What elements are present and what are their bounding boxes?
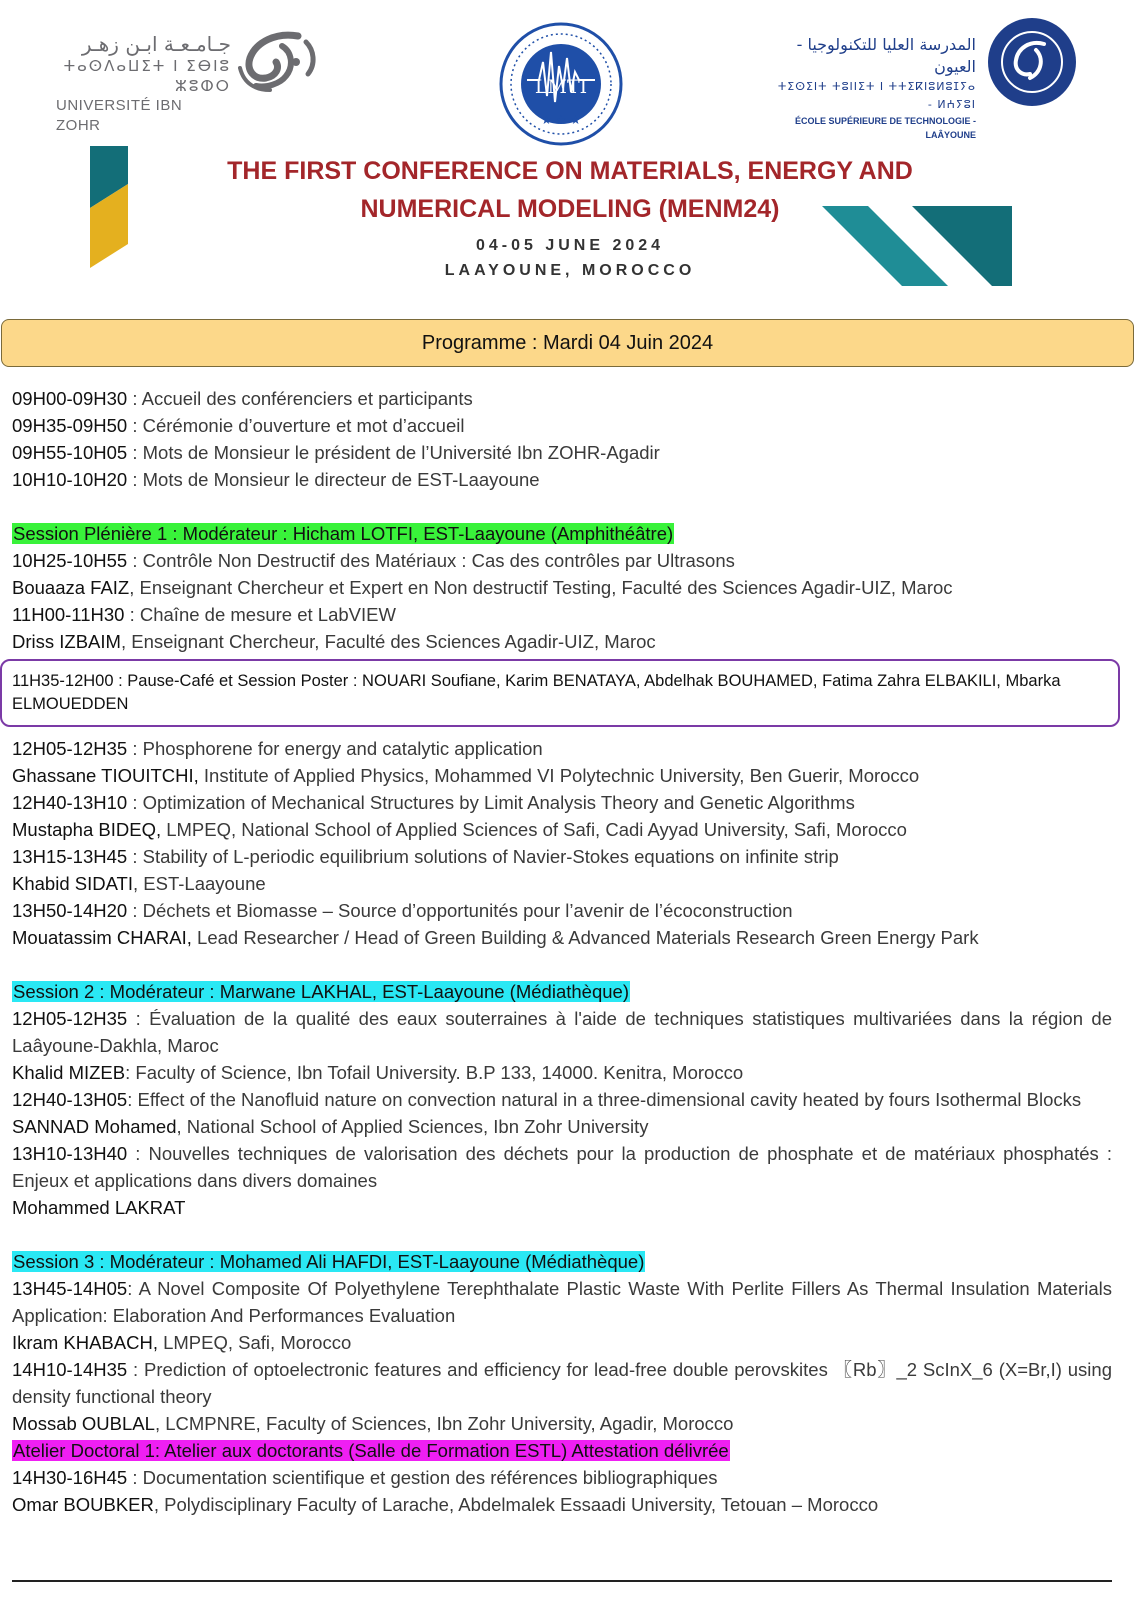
- uiz-wordmark: [56, 32, 231, 136]
- svg-text:★ ★ ★: ★ ★ ★: [541, 113, 581, 127]
- talk-title: : Déchets et Biomasse – Source d’opportunités pour l’avenir de l’écoconstruction: [127, 900, 793, 921]
- time-slot: 12H40-13H10: [12, 792, 128, 813]
- time-slot: 09H35-09H50: [12, 415, 128, 436]
- talk-row: [12, 1356, 1112, 1410]
- conference-place: LAAYOUNE, MOROCCO: [444, 262, 696, 279]
- speaker-affiliation: Institute of Applied Physics, Mohammed VI Polytechnic University, Ben Guerir, Morocco: [198, 765, 920, 786]
- session-heading-text: Session 3 : Modérateur : Mohamed Ali HAFDI, EST-Laayoune (Médiathèque): [13, 1251, 645, 1272]
- programme-content: [12, 385, 1112, 1518]
- session-3-heading: [12, 1248, 1112, 1275]
- time-slot: 12H05-12H35: [12, 1008, 128, 1029]
- talk-row: [12, 735, 1112, 762]
- bottom-divider: [12, 1580, 1112, 1582]
- talk-title: : Évaluation de la qualité des eaux souterraines à l'aide de techniques statistiques multivariées dans la région de Laâyoune-Dakhla, Maroc: [12, 1008, 1112, 1056]
- conference-date: 04-05 JUNE 2024: [475, 237, 665, 254]
- uiz-french-name: UNIVERSITÉ IBN ZOHR: [56, 97, 183, 134]
- conference-title-line-2: NUMERICAL MODELING (MENM24): [360, 195, 780, 223]
- talk-title: : Phosphorene for energy and catalytic application: [127, 738, 543, 759]
- talk-title: : Contrôle Non Destructif des Matériaux : Cas des contrôles par Ultrasons: [127, 550, 735, 571]
- speaker-affiliation: , Enseignant Chercheur, Faculté des Sciences Agadir-UIZ, Maroc: [120, 631, 656, 652]
- talk-row: [12, 843, 1112, 870]
- time-slot: 13H10-13H40: [12, 1143, 128, 1164]
- est-arabic-name: المدرسة العليا للتكنولوجيا - العيون: [796, 35, 976, 76]
- speaker-affiliation: : Faculty of Science, Ibn Tofail University. B.P 133, 14000. Kenitra, Morocco: [125, 1062, 744, 1083]
- session-heading-text: Session Plénière 1 : Modérateur : Hicham LOTFI, EST-Laayoune (Amphithéâtre): [13, 523, 674, 544]
- schedule-text: : Mots de Monsieur le directeur de EST-Laayoune: [127, 469, 540, 490]
- uiz-arabic-name: جـامـعـة ابـن زهـر: [81, 32, 231, 56]
- schedule-text: : Cérémonie d’ouverture et mot d’accueil: [127, 415, 465, 436]
- right-accent-shape: [822, 206, 1032, 286]
- speaker-row: [12, 1059, 1112, 1086]
- session-heading-text: Atelier Doctoral 1: Atelier aux doctorants (Salle de Formation ESTL) Attestation délivrée: [13, 1440, 729, 1461]
- speaker-name: Ikram KHABACH,: [12, 1332, 158, 1353]
- schedule-row: [12, 439, 1112, 466]
- speaker-row: [12, 924, 1112, 951]
- speaker-name: Driss IZBAIM: [12, 631, 121, 652]
- est-tifinagh-name: ⵜⵉⵙⵉⵏⵜ ⵜⵓⵏⵏⵉⵜ ⵏ ⵜⵜⵉⴽⵏⵓⵍⵓⵊⵢⴰ - ⵍⵄⵢⵓⵏ: [777, 80, 976, 111]
- session-2-heading: [12, 978, 1112, 1005]
- schedule-text: : Mots de Monsieur le président de l’Université Ibn ZOHR-Agadir: [127, 442, 660, 463]
- speaker-affiliation: , National School of Applied Sciences, Ibn Zohr University: [176, 1116, 649, 1137]
- talk-title: : Documentation scientifique et gestion des références bibliographiques: [127, 1467, 718, 1488]
- talk-row: [12, 1005, 1112, 1059]
- speaker-row: [12, 870, 1112, 897]
- time-slot: 13H50-14H20: [12, 900, 128, 921]
- left-accent-shape: [90, 146, 128, 268]
- talk-title: : Effect of the Nanofluid nature on convection natural in a three-dimensional cavity heated by fours Isothermal Blocks: [127, 1089, 1082, 1110]
- talk-title: : Optimization of Mechanical Structures by Limit Analysis Theory and Genetic Algorithms: [127, 792, 855, 813]
- speaker-name: Ghassane TIOUITCHI,: [12, 765, 199, 786]
- plenary-session-heading: [12, 520, 1112, 547]
- time-slot: 14H30-16H45: [12, 1467, 128, 1488]
- talk-row: [12, 1086, 1112, 1113]
- speaker-affiliation: LMPEQ, National School of Applied Sciences of Safi, Cadi Ayyad University, Safi, Morocco: [161, 819, 907, 840]
- speaker-row: [12, 1194, 1112, 1221]
- talk-title: : Chaîne de mesure et LabVIEW: [124, 604, 396, 625]
- speaker-affiliation: Lead Researcher / Head of Green Building & Advanced Materials Research Green Energy Park: [191, 927, 979, 948]
- est-french-name: ÉCOLE SUPÉRIEURE DE TECHNOLOGIE - LAÂYOUNE: [794, 116, 976, 140]
- speaker-row: [12, 1491, 1112, 1518]
- time-slot: 14H10-14H35: [12, 1359, 128, 1380]
- uiz-logo-icon: [236, 28, 322, 94]
- speaker-affiliation: , EST-Laayoune: [133, 873, 266, 894]
- conference-title-line-1: THE FIRST CONFERENCE ON MATERIALS, ENERGY AND: [227, 157, 913, 185]
- talk-title: : Prediction of optoelectronic features and efficiency for lead-free double perovskites 〖Rb〗_2 ScInX_6 (X=Br,I) using density functional theory: [12, 1359, 1112, 1407]
- talk-title: : A Novel Composite Of Polyethylene Terephthalate Plastic Waste With Perlite Fillers As Thermal Insulation Materials Application: Elaboration And Performances Evaluation: [12, 1278, 1112, 1326]
- talk-row: [12, 1275, 1112, 1329]
- speaker-name: Bouaaza FAIZ: [12, 577, 130, 598]
- talk-row: [12, 547, 1112, 574]
- speaker-affiliation: , Polydisciplinary Faculty of Larache, Abdelmalek Essaadi University, Tetouan – Morocco: [153, 1494, 879, 1515]
- talk-row: [12, 1140, 1112, 1194]
- talk-row: [12, 897, 1112, 924]
- schedule-row: [12, 466, 1112, 493]
- speaker-affiliation: LMPEQ, Safi, Morocco: [157, 1332, 352, 1353]
- speaker-name: Mouatassim CHARAI,: [12, 927, 192, 948]
- speaker-row: [12, 574, 1112, 601]
- schedule-row: [12, 412, 1112, 439]
- time-slot: 13H15-13H45: [12, 846, 128, 867]
- time-slot: 12H40-13H05: [12, 1089, 128, 1110]
- talk-title: : Nouvelles techniques de valorisation des déchets pour la production de phosphate et de matériaux phosphatés : Enjeux et applications dans divers domaines: [12, 1143, 1112, 1191]
- coffee-break-poster-box: 11H35-12H00 : Pause-Café et Session Poster : NOUARI Soufiane, Karim BENATAYA, Abdelhak BOUHAMED, Fatima Zahra ELBAKILI, Mbarka ELMOUEDDEN: [0, 659, 1120, 727]
- speaker-name: Mossab OUBLAL: [12, 1413, 155, 1434]
- est-wordmark: [776, 34, 976, 142]
- time-slot: 10H25-10H55: [12, 550, 128, 571]
- uiz-tifinagh-name: ⵜⴰⵙⴷⴰⵡⵉⵜ ⵏ ⵉⴱⵏⵓ ⵣⵓⵀⵔ: [63, 57, 231, 95]
- time-slot: 13H45-14H05: [12, 1278, 128, 1299]
- session-heading-text: Session 2 : Modérateur : Marwane LAKHAL, EST-Laayoune (Médiathèque): [13, 981, 629, 1002]
- conference-date-place: [300, 233, 840, 283]
- time-slot: 10H10-10H20: [12, 469, 128, 490]
- speaker-name: Khabid SIDATI: [12, 873, 133, 894]
- doctoral-workshop-heading: [12, 1437, 1112, 1464]
- speaker-affiliation: , Enseignant Chercheur et Expert en Non destructif Testing, Faculté des Sciences Agadir-UIZ, Maroc: [129, 577, 953, 598]
- speaker-name: Khalid MIZEB: [12, 1062, 126, 1083]
- est-uiz-seal-icon: [986, 16, 1078, 108]
- conference-header: [0, 0, 1139, 300]
- time-slot: 09H55-10H05: [12, 442, 128, 463]
- time-slot: 09H00-09H30: [12, 388, 128, 409]
- speaker-row: [12, 1113, 1112, 1140]
- speaker-name: Omar BOUBKER: [12, 1494, 154, 1515]
- speaker-row: [12, 1410, 1112, 1437]
- talk-row: [12, 1464, 1112, 1491]
- talk-title: : Stability of L-periodic equilibrium solutions of Navier-Stokes equations on infinite strip: [127, 846, 839, 867]
- speaker-affiliation: , LCMPNRE, Faculty of Sciences, Ibn Zohr University, Agadir, Morocco: [154, 1413, 734, 1434]
- speaker-name: SANNAD Mohamed: [12, 1116, 177, 1137]
- talk-row: [12, 789, 1112, 816]
- time-slot: 12H05-12H35: [12, 738, 128, 759]
- lmti-label: LMTI: [534, 76, 588, 98]
- speaker-row: [12, 628, 1112, 655]
- speaker-row: [12, 816, 1112, 843]
- speaker-row: [12, 762, 1112, 789]
- schedule-text: : Accueil des conférenciers et participants: [127, 388, 473, 409]
- speaker-name: Mohammed LAKRAT: [12, 1197, 186, 1218]
- time-slot: 11H00-11H30: [12, 604, 125, 625]
- speaker-name: Mustapha BIDEQ,: [12, 819, 162, 840]
- programme-day-banner: Programme : Mardi 04 Juin 2024: [1, 319, 1134, 367]
- speaker-row: [12, 1329, 1112, 1356]
- talk-row: [12, 601, 1112, 628]
- schedule-row: [12, 385, 1112, 412]
